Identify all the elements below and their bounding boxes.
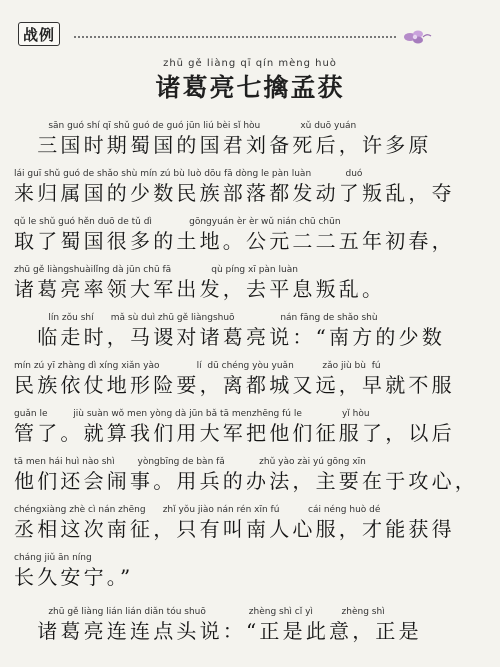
text-line [14, 264, 492, 302]
line-pinyin: zhū gě liàng lián lián diǎn tóu shuō zhèng shì cǐ yì zhèng shì [14, 607, 385, 617]
line-pinyin: chéngxiàng zhè cì nán zhēng zhǐ yǒu jiào nán rén xīn fú cái néng huò dé [14, 505, 381, 515]
line-pinyin: qǔ le shǔ guó hěn duō de tǔ dì gōngyuán èr èr wǔ nián chū chūn [14, 217, 341, 227]
text-line [14, 168, 492, 206]
line-pinyin: sān guó shí qī shǔ guó de guó jūn liú bèi sǐ hòu xǔ duō yuán [14, 121, 357, 131]
line-text: 长久安宁。” [14, 565, 134, 589]
text-line [14, 456, 492, 494]
text-line [14, 408, 492, 446]
text-line [14, 216, 492, 254]
line-text: 三国时期蜀国的国君刘备死后，许多原 [14, 133, 432, 157]
line-text: 管了。就算我们用大军把他们征服了，以后 [14, 421, 455, 445]
line-pinyin: cháng jiǔ ān níng [14, 553, 92, 563]
text-line [14, 360, 492, 398]
line-text: 诸葛亮率领大军出发，去平息叛乱。 [14, 277, 386, 301]
line-text: 丞相这次南征，只有叫南人心服，才能获得 [14, 517, 455, 541]
line-text: 临走时，马谡对诸葛亮说：“南方的少数 [14, 325, 446, 349]
text-line [14, 504, 492, 542]
flower-ornament-icon [400, 28, 432, 46]
title-pinyin: zhū gě liàng qī qín mèng huò [163, 58, 337, 69]
line-text: 他们还会闹事。用兵的办法，主要在于攻心， [14, 469, 478, 493]
line-pinyin: mín zú yī zhàng dì xíng xiǎn yào lí dū chéng yòu yuǎn zǎo jiù bù fú [14, 361, 381, 371]
line-pinyin: tā men hái huì nào shì yòngbīng de bàn fǎ zhǔ yào zài yú gōng xīn [14, 457, 366, 467]
line-pinyin: guǎn le jiù suàn wǒ men yòng dà jūn bǎ tā menzhēng fú le yǐ hòu [14, 409, 370, 419]
line-pinyin: zhū gě liàngshuàilǐng dà jūn chū fā qù píng xī pàn luàn [14, 265, 298, 275]
text-line [14, 120, 492, 158]
section-badge: 战例 [18, 22, 60, 46]
text-line [14, 606, 492, 644]
text-line [14, 312, 492, 350]
line-text: 取了蜀国很多的土地。公元二二五年初春， [14, 229, 455, 253]
line-text: 来归属国的少数民族部落都发动了叛乱，夺 [14, 181, 455, 205]
line-pinyin: lái guī shǔ guó de shǎo shù mín zú bù luò dōu fā dòng le pàn luàn duó [14, 169, 363, 179]
page-title: 诸葛亮七擒孟获 [155, 73, 345, 102]
dotted-divider [74, 36, 396, 38]
line-text: 诸葛亮连连点头说：“正是此意，正是 [14, 619, 422, 643]
text-line [14, 552, 492, 590]
line-pinyin: lín zǒu shí mǎ sù duì zhū gě liàngshuō nán fāng de shǎo shù [14, 313, 378, 323]
line-text: 民族依仗地形险要，离都城又远，早就不服 [14, 373, 455, 397]
